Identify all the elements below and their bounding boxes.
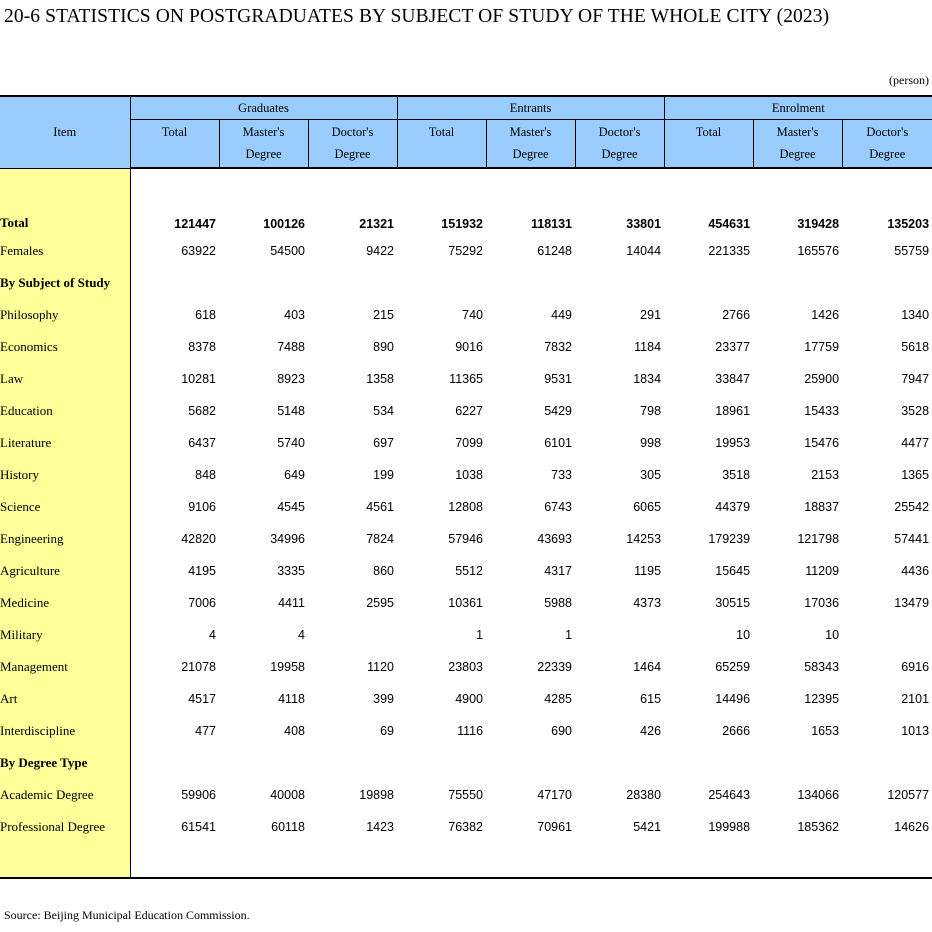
row-label: Military bbox=[0, 619, 130, 651]
table-cell: 120577 bbox=[887, 788, 930, 802]
table-cell: 426 bbox=[640, 724, 662, 738]
header-enrolment-masters: Master's Degree bbox=[753, 120, 842, 169]
table-cell: 4900 bbox=[455, 692, 484, 706]
table-cell: 1423 bbox=[366, 820, 395, 834]
table-cell: 2101 bbox=[901, 692, 930, 706]
table-cell: 121447 bbox=[174, 217, 216, 231]
table-cell: 14044 bbox=[626, 244, 662, 258]
table-cell bbox=[664, 267, 753, 299]
row-label: Science bbox=[0, 491, 130, 523]
table-cell: 6065 bbox=[633, 500, 662, 514]
table-cell: 76382 bbox=[448, 820, 484, 834]
table-cell: 7488 bbox=[277, 340, 305, 354]
unit-label: (person) bbox=[889, 73, 929, 87]
table-cell: 11209 bbox=[805, 564, 840, 578]
table-body bbox=[0, 168, 932, 878]
table-cell: 199988 bbox=[708, 820, 751, 834]
table-row bbox=[0, 715, 932, 747]
table-cell: 5740 bbox=[277, 436, 305, 450]
table-cell: 10 bbox=[736, 628, 751, 642]
table-cell: 55759 bbox=[894, 244, 930, 258]
table-cell: 4517 bbox=[188, 692, 216, 706]
table-cell: 649 bbox=[284, 468, 305, 482]
row-label: Education bbox=[0, 395, 130, 427]
table-cell: 6437 bbox=[188, 436, 216, 450]
table-cell: 19953 bbox=[715, 436, 751, 450]
table-cell: 15433 bbox=[804, 404, 840, 418]
table-cell bbox=[308, 747, 397, 779]
table-cell: 4118 bbox=[278, 692, 305, 706]
source-note: Source: Beijing Municipal Education Commission. bbox=[4, 908, 250, 922]
header-graduates-doctors: Doctor's Degree bbox=[308, 120, 397, 169]
table-row bbox=[0, 459, 932, 491]
table-cell bbox=[130, 747, 219, 779]
table-cell: 61541 bbox=[181, 820, 216, 834]
table-cell: 5512 bbox=[455, 564, 484, 578]
table-cell: 75550 bbox=[448, 788, 484, 802]
table-cell bbox=[219, 747, 308, 779]
table-cell: 61248 bbox=[537, 244, 573, 258]
table-cell bbox=[753, 267, 842, 299]
table-row bbox=[0, 363, 932, 395]
table-cell: 6101 bbox=[544, 436, 573, 450]
table-cell: 8378 bbox=[188, 340, 216, 354]
table-cell: 59906 bbox=[181, 788, 216, 802]
header-graduates: Graduates bbox=[130, 96, 397, 120]
table-cell: 534 bbox=[373, 404, 395, 418]
table-cell bbox=[130, 267, 219, 299]
table-cell: 118131 bbox=[530, 217, 573, 231]
table-row bbox=[0, 331, 932, 363]
table-row bbox=[0, 747, 932, 779]
table-cell: 1365 bbox=[901, 468, 930, 482]
row-label: History bbox=[0, 459, 130, 491]
table-cell: 44379 bbox=[715, 500, 751, 514]
table-cell: 6743 bbox=[544, 500, 573, 514]
table-cell: 4436 bbox=[901, 564, 930, 578]
table-cell: 121798 bbox=[797, 532, 840, 546]
table-cell: 11365 bbox=[449, 372, 484, 386]
table-cell: 449 bbox=[551, 308, 573, 322]
table-cell: 25542 bbox=[894, 500, 930, 514]
table-row bbox=[0, 523, 932, 555]
row-label: Total bbox=[0, 199, 130, 235]
table-cell: 5682 bbox=[188, 404, 216, 418]
table-cell: 3518 bbox=[722, 468, 751, 482]
table-cell: 12395 bbox=[804, 692, 840, 706]
header-item: Item bbox=[0, 96, 130, 168]
table-cell: 5148 bbox=[277, 404, 305, 418]
table-cell: 165576 bbox=[797, 244, 840, 258]
table-cell: 697 bbox=[373, 436, 395, 450]
table-cell: 21078 bbox=[181, 660, 216, 674]
row-label: Economics bbox=[0, 331, 130, 363]
table-cell: 291 bbox=[640, 308, 662, 322]
header-graduates-total: Total bbox=[130, 120, 219, 169]
row-label: Engineering bbox=[0, 523, 130, 555]
table-cell: 1184 bbox=[634, 340, 662, 354]
table-cell: 5429 bbox=[544, 404, 573, 418]
table-cell: 3528 bbox=[901, 404, 930, 418]
row-label: Management bbox=[0, 651, 130, 683]
spacer-row bbox=[0, 168, 932, 199]
row-label: Philosophy bbox=[0, 299, 130, 331]
table-cell: 403 bbox=[284, 308, 305, 322]
table-row bbox=[0, 491, 932, 523]
table-cell: 618 bbox=[195, 308, 216, 322]
table-cell bbox=[842, 267, 932, 299]
header-entrants-total: Total bbox=[397, 120, 486, 169]
table-cell bbox=[753, 747, 842, 779]
table-cell: 998 bbox=[640, 436, 662, 450]
table-cell: 860 bbox=[373, 564, 395, 578]
table-cell: 2766 bbox=[722, 308, 751, 322]
table-cell: 134066 bbox=[797, 788, 840, 802]
header-entrants: Entrants bbox=[397, 96, 664, 120]
table-cell: 65259 bbox=[715, 660, 751, 674]
table-cell: 135203 bbox=[887, 217, 930, 231]
table-cell: 7099 bbox=[455, 436, 484, 450]
table-cell: 7947 bbox=[901, 372, 930, 386]
table-cell: 221335 bbox=[708, 244, 751, 258]
table-cell: 75292 bbox=[448, 244, 484, 258]
table-cell: 63922 bbox=[181, 244, 216, 258]
row-label: By Subject of Study bbox=[0, 267, 130, 299]
table-cell: 34996 bbox=[270, 532, 305, 546]
table-cell: 2666 bbox=[722, 724, 751, 738]
table-cell bbox=[219, 267, 308, 299]
table-cell: 2153 bbox=[811, 468, 840, 482]
table-cell: 399 bbox=[373, 692, 395, 706]
table-cell: 17759 bbox=[804, 340, 840, 354]
table-cell: 408 bbox=[284, 724, 305, 738]
header-enrolment-doctors: Doctor's Degree bbox=[842, 120, 932, 169]
table-cell: 4477 bbox=[901, 436, 930, 450]
table-cell bbox=[575, 267, 664, 299]
table-cell: 15645 bbox=[715, 564, 751, 578]
row-label: Medicine bbox=[0, 587, 130, 619]
header-enrolment-total: Total bbox=[664, 120, 753, 169]
table-cell: 70961 bbox=[537, 820, 573, 834]
table-cell: 14626 bbox=[894, 820, 930, 834]
table-cell: 7832 bbox=[544, 340, 573, 354]
table-cell: 4561 bbox=[366, 500, 395, 514]
table-cell: 4373 bbox=[633, 596, 662, 610]
table-cell: 615 bbox=[640, 692, 662, 706]
row-label: By Degree Type bbox=[0, 747, 130, 779]
table-row bbox=[0, 619, 932, 651]
table-cell: 5421 bbox=[633, 820, 662, 834]
table-cell: 18837 bbox=[804, 500, 840, 514]
table-cell: 1464 bbox=[633, 660, 662, 674]
table-cell: 185362 bbox=[797, 820, 840, 834]
table-cell: 1116 bbox=[457, 724, 484, 738]
table-cell: 10281 bbox=[181, 372, 216, 386]
table-cell: 740 bbox=[462, 308, 484, 322]
table-cell: 23377 bbox=[715, 340, 751, 354]
table-cell: 454631 bbox=[708, 217, 751, 231]
table-cell: 254643 bbox=[708, 788, 751, 802]
table-cell: 179239 bbox=[708, 532, 751, 546]
table-cell: 25900 bbox=[804, 372, 840, 386]
table-cell: 69 bbox=[380, 724, 395, 738]
table-cell: 42820 bbox=[181, 532, 216, 546]
table-cell: 14496 bbox=[715, 692, 751, 706]
table-cell bbox=[397, 267, 486, 299]
table-cell bbox=[575, 747, 664, 779]
table-cell: 4411 bbox=[278, 596, 305, 610]
row-label: Academic Degree bbox=[0, 779, 130, 811]
spacer-row bbox=[0, 843, 932, 878]
table-cell bbox=[664, 747, 753, 779]
table-cell: 17036 bbox=[804, 596, 840, 610]
table-row bbox=[0, 587, 932, 619]
table-cell bbox=[308, 267, 397, 299]
row-label: Professional Degree bbox=[0, 811, 130, 843]
table-cell bbox=[486, 747, 575, 779]
table-cell: 28380 bbox=[626, 788, 662, 802]
table-cell: 4 bbox=[209, 628, 216, 642]
table-row bbox=[0, 779, 932, 811]
table-cell: 5988 bbox=[544, 596, 573, 610]
table-cell: 4317 bbox=[544, 564, 573, 578]
table-cell: 15476 bbox=[804, 436, 840, 450]
row-label: Art bbox=[0, 683, 130, 715]
table-row bbox=[0, 267, 932, 299]
table-cell: 890 bbox=[373, 340, 395, 354]
table-cell: 9422 bbox=[366, 244, 395, 258]
table-cell: 14253 bbox=[626, 532, 662, 546]
row-label: Females bbox=[0, 235, 130, 267]
table-cell: 19898 bbox=[359, 788, 395, 802]
table-cell: 9531 bbox=[544, 372, 573, 386]
table-cell: 33801 bbox=[626, 217, 662, 231]
table-cell: 1653 bbox=[811, 724, 840, 738]
table-cell: 9106 bbox=[188, 500, 216, 514]
table-cell: 54500 bbox=[270, 244, 305, 258]
table-cell: 1426 bbox=[811, 308, 840, 322]
table-cell: 199 bbox=[373, 468, 395, 482]
table-cell: 12808 bbox=[448, 500, 484, 514]
table-cell: 40008 bbox=[270, 788, 305, 802]
table-cell: 1358 bbox=[366, 372, 395, 386]
table-cell: 18961 bbox=[715, 404, 751, 418]
table-title: 20-6 STATISTICS ON POSTGRADUATES BY SUBJECT OF STUDY OF THE WHOLE CITY (2023) bbox=[4, 6, 830, 27]
table-row bbox=[0, 427, 932, 459]
table-cell: 215 bbox=[373, 308, 395, 322]
table-cell: 30515 bbox=[715, 596, 751, 610]
table-cell: 4285 bbox=[544, 692, 573, 706]
row-label: Literature bbox=[0, 427, 130, 459]
header-enrolment: Enrolment bbox=[664, 96, 932, 120]
table-cell bbox=[486, 267, 575, 299]
table-cell: 23803 bbox=[448, 660, 484, 674]
table-cell: 3335 bbox=[277, 564, 305, 578]
table-cell: 5618 bbox=[901, 340, 930, 354]
header-entrants-masters: Master's Degree bbox=[486, 120, 575, 169]
table-cell: 47170 bbox=[537, 788, 573, 802]
table-cell: 477 bbox=[195, 724, 216, 738]
table-cell: 60118 bbox=[271, 820, 305, 834]
table-row bbox=[0, 299, 932, 331]
table-cell bbox=[308, 619, 397, 651]
table-cell: 57946 bbox=[448, 532, 484, 546]
table-cell: 10 bbox=[825, 628, 840, 642]
table-row bbox=[0, 555, 932, 587]
table-cell: 9016 bbox=[455, 340, 484, 354]
table-cell: 57441 bbox=[894, 532, 930, 546]
table-cell: 100126 bbox=[263, 217, 305, 231]
table-cell: 22339 bbox=[537, 660, 573, 674]
table-cell: 848 bbox=[195, 468, 216, 482]
table-cell: 6916 bbox=[901, 660, 930, 674]
table-cell: 733 bbox=[551, 468, 573, 482]
table-cell: 21321 bbox=[359, 217, 395, 231]
table-cell bbox=[397, 747, 486, 779]
table-cell bbox=[575, 619, 664, 651]
table-row bbox=[0, 395, 932, 427]
table-cell bbox=[842, 619, 932, 651]
table-cell: 1120 bbox=[367, 660, 395, 674]
table-cell: 58343 bbox=[804, 660, 840, 674]
table-row bbox=[0, 683, 932, 715]
table-cell: 1013 bbox=[901, 724, 930, 738]
table-cell: 10361 bbox=[448, 596, 484, 610]
table-cell: 690 bbox=[551, 724, 573, 738]
table-cell: 2595 bbox=[366, 596, 395, 610]
row-label: Agriculture bbox=[0, 555, 130, 587]
table-cell: 8923 bbox=[277, 372, 305, 386]
table-cell: 1195 bbox=[634, 564, 662, 578]
table-cell: 13479 bbox=[894, 596, 930, 610]
table-cell: 1340 bbox=[901, 308, 930, 322]
table-cell: 305 bbox=[640, 468, 662, 482]
table-cell: 7006 bbox=[188, 596, 216, 610]
table-cell: 4 bbox=[298, 628, 305, 642]
table-cell: 7824 bbox=[366, 532, 395, 546]
table-cell: 33847 bbox=[715, 372, 751, 386]
table-row bbox=[0, 235, 932, 267]
table-row bbox=[0, 651, 932, 683]
table-cell: 319428 bbox=[797, 217, 840, 231]
table-cell: 1 bbox=[476, 628, 484, 642]
statistics-table bbox=[0, 95, 932, 879]
table-cell: 19958 bbox=[270, 660, 305, 674]
table-cell: 1038 bbox=[455, 468, 484, 482]
header-graduates-masters: Master's Degree bbox=[219, 120, 308, 169]
table-cell: 798 bbox=[640, 404, 662, 418]
table-cell: 151932 bbox=[441, 217, 484, 231]
table-cell: 1 bbox=[565, 628, 573, 642]
table-cell bbox=[842, 747, 932, 779]
table-cell: 6227 bbox=[455, 404, 484, 418]
table-cell: 1834 bbox=[633, 372, 662, 386]
table-cell: 43693 bbox=[537, 532, 573, 546]
table-cell: 4195 bbox=[188, 564, 216, 578]
header-entrants-doctors: Doctor's Degree bbox=[575, 120, 664, 169]
row-label: Law bbox=[0, 363, 130, 395]
row-label: Interdiscipline bbox=[0, 715, 130, 747]
table-row bbox=[0, 811, 932, 843]
table-row bbox=[0, 199, 932, 235]
table-cell: 4545 bbox=[277, 500, 305, 514]
